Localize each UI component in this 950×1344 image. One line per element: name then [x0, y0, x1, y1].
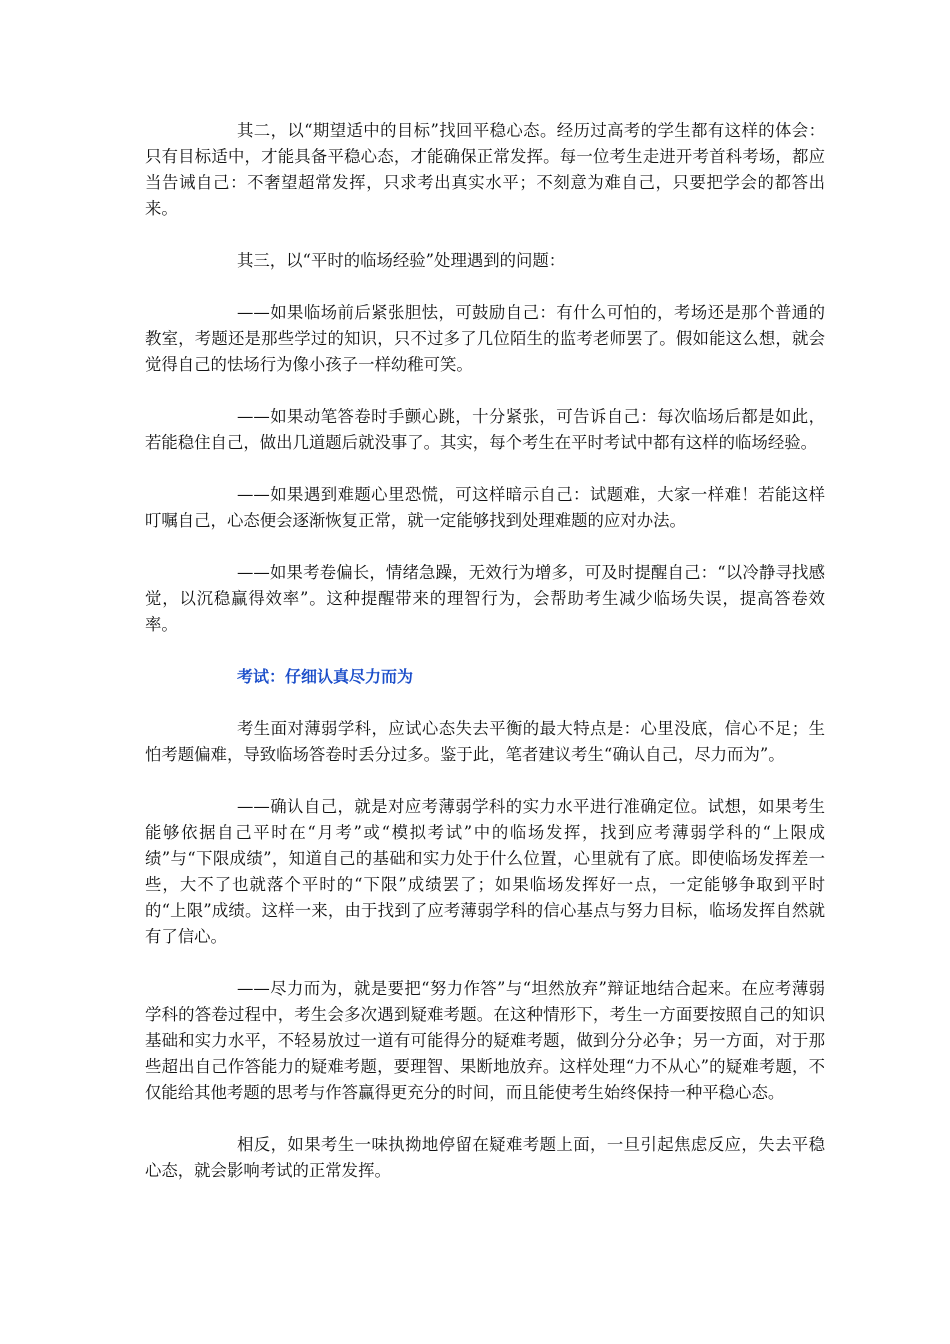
paragraph-conversely: 相反，如果考生一味执拗地停留在疑难考题上面，一旦引起焦虑反应，失去平稳心态，就会影响考试的正常发挥。 — [145, 1135, 825, 1180]
paragraph-hard-question: ——如果遇到难题心里恐慌，可这样暗示自己：试题难，大家一样难！若能这样叮嘱自己，心态便会逐渐恢复正常，就一定能够找到处理难题的应对办法。 — [145, 485, 825, 530]
paragraph-experience-intro: 其三，以“平时的临场经验”处理遇到的问题： — [237, 251, 566, 270]
section-heading: 考试：仔细认真尽力而为 — [237, 667, 414, 686]
paragraph-long-paper: ——如果考卷偏长，情绪急躁，无效行为增多，可及时提醒自己：“以冷静寻找感觉，以沉稳赢得效率”。这种提醒带来的理智行为，会帮助考生减少临场失误，提高答卷效率。 — [145, 563, 825, 634]
paragraph-weak-subject: 考生面对薄弱学科，应试心态失去平衡的最大特点是：心里没底，信心不足；生怕考题偏难，导致临场答卷时丢分过多。鉴于此，笔者建议考生“确认自己，尽力而为”。 — [145, 719, 825, 764]
document-body — [145, 118, 825, 1210]
paragraph-nervous: ——如果临场前后紧张胆怯，可鼓励自己：有什么可怕的，考场还是那个普通的教室，考题还是那些学过的知识，只不过多了几位陌生的监考老师罢了。假如能这么想，就会觉得自己的怯场行为像小孩子一样幼稚可笑。 — [145, 303, 825, 374]
paragraph-trembling: ——如果动笔答卷时手颤心跳，十分紧张，可告诉自己：每次临场后都是如此，若能稳住自己，做出几道题后就没事了。其实，每个考生在平时考试中都有这样的临场经验。 — [145, 407, 825, 452]
paragraph-goal: 其二，以“期望适中的目标”找回平稳心态。经历过高考的学生都有这样的体会：只有目标适中，才能具备平稳心态，才能确保正常发挥。每一位考生走进开考首科考场，都应当告诫自己：不奢望超常发挥，只求考出真实水平；不刻意为难自己，只要把学会的都答出来。 — [145, 121, 825, 218]
paragraph-do-best: ——尽力而为，就是要把“努力作答”与“坦然放弃”辩证地结合起来。在应考薄弱学科的答卷过程中，考生会多次遇到疑难考题。在这种情形下，考生一方面要按照自己的知识基础和实力水平，不轻易放过一道有可能得分的疑难考题，做到分分必争；另一方面，对于那些超出自己作答能力的疑难考题，要理智、果断地放弃。这样处理“力不从心”的疑难考题，不仅能给其他考题的思考与作答赢得更充分的时间，而且能使考生始终保持一种平稳心态。 — [145, 979, 825, 1102]
paragraph-confirm-self: ——确认自己，就是对应考薄弱学科的实力水平进行准确定位。试想，如果考生能够依据自己平时在“月考”或“模拟考试”中的临场发挥，找到应考薄弱学科的“上限成绩”与“下限成绩”，知道自己的基础和实力处于什么位置，心里就有了底。即使临场发挥差一些，大不了也就落个平时的“下限”成绩罢了；如果临场发挥好一点，一定能够争取到平时的“上限”成绩。这样一来，由于找到了应考薄弱学科的信心基点与努力目标，临场发挥自然就有了信心。 — [145, 797, 825, 946]
